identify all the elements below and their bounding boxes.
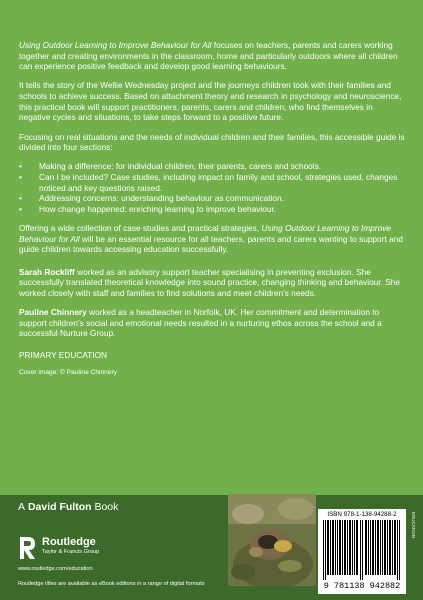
sections-list — [19, 161, 406, 214]
resource-paragraph — [19, 223, 406, 255]
cover-credit: Cover image: © Pauline Chinnery — [19, 369, 117, 377]
isbn-digits: 9 781138 942882 — [323, 581, 401, 591]
barcode-icon — [321, 520, 403, 580]
imprint-prefix: A — [18, 501, 26, 513]
author-bio-text: worked as an advisory support teacher specialising in preventing exclusion. She successfully translated theoretical knowledge into sound practice, changing thinking and behaviour. She worked closely with staff and families to find solutions and meet children's needs. — [19, 266, 400, 298]
publisher-group: Taylor & Francis Group — [42, 549, 100, 555]
author-bio — [19, 267, 406, 299]
author-name: Sarah Rockliff — [19, 266, 75, 277]
author-bio — [19, 307, 406, 339]
intro-text: focuses on teachers, parents and carers working together and creating environments in the classroom, home and particularly outdoors where all children can experience positive feedback and develop good learning behaviours. — [19, 40, 398, 72]
isbn-label: ISBN 978-1-138-94288-2 — [327, 511, 397, 518]
book-title-italic: Using Outdoor Learning to Improve Behaviour for All — [19, 223, 392, 244]
ebook-footnote: Routledge titles are available as eBook editions in a range of digital formats — [18, 581, 205, 587]
imprint-line — [18, 497, 118, 517]
list-item: • Addressing concerns: understanding behaviour as communication. — [19, 193, 406, 204]
imprint-name: David Fulton — [27, 501, 92, 513]
resource-text-before: Offering a wide collection of case studies and practical strategies, — [19, 223, 262, 234]
cover-photo-illustration — [228, 494, 316, 586]
imprint-suffix: Book — [94, 501, 119, 513]
author-name: Pauline Chinnery — [19, 307, 87, 317]
resource-text-after: will be an essential resource for all teachers, parents and carers wanting to support and guide children towards accessing education successfully. — [19, 233, 403, 255]
book-title-italic: Using Outdoor Learning to Improve Behaviour for All — [19, 40, 212, 50]
story-paragraph: It tells the story of the Wellie Wednesday project and the journeys children took with their families and schools to achieve success. Based on attachment theory and research in psychology and neuroscience, this practical book will support practitioners, parents, carers and children, who find themselves in negative cycles and situations, to take steps forward to a positive future. — [19, 80, 402, 123]
cover-photo — [228, 494, 316, 586]
intro-paragraph — [19, 40, 406, 72]
spine-code: EDUCATION — [411, 512, 416, 539]
isbn-barcode — [318, 509, 406, 594]
subject-category: PRIMARY EDUCATION — [19, 350, 108, 361]
routledge-mark-icon — [18, 535, 38, 561]
publisher-logo — [18, 535, 208, 575]
publisher-name: Routledge — [42, 536, 96, 548]
list-item: • Can I be included? Case studies, including impact on family and school, strategies used, changes noticed and key questions raised. — [19, 172, 406, 193]
blurb — [19, 40, 406, 389]
sections-intro: Focusing on real situations and the needs of individual children and their families, this accessible guide is divided into four sections: — [19, 131, 405, 153]
list-item: • Making a difference: for individual children, their parents, carers and schools. — [19, 161, 406, 172]
publisher-url: www.routledge.com/education — [18, 566, 93, 572]
list-item: • How change happened: enriching learning to improve behaviour. — [19, 204, 406, 215]
author-bio-text: worked as a headteacher in Norfolk, UK. Her commitment and determination to support children's social and emotional needs resulted in a nurturing ethos across the school and a successful Nurture Group. — [19, 307, 382, 339]
